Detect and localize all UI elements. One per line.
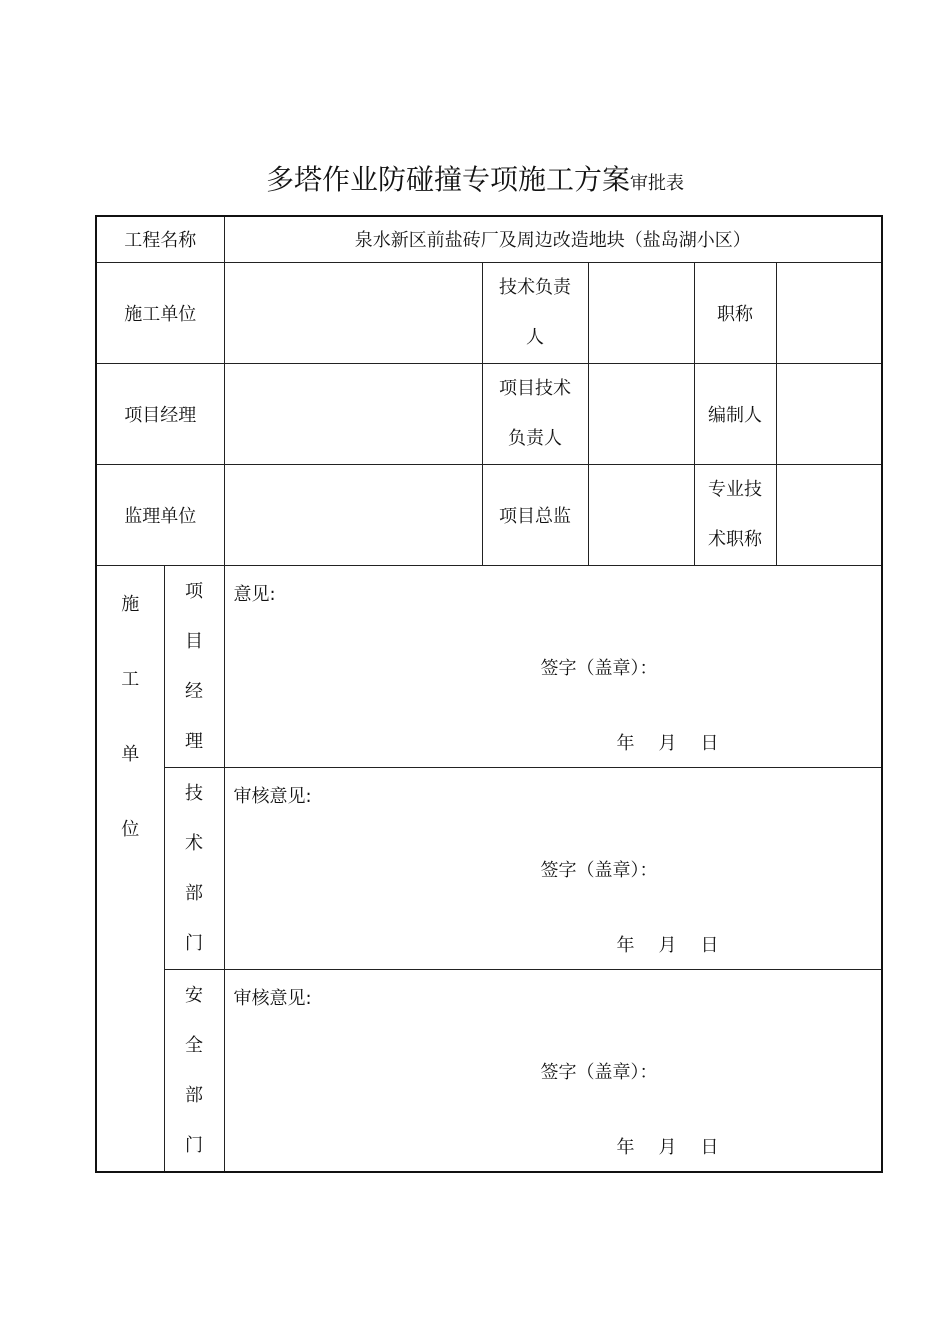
date-month: 月 xyxy=(658,1136,677,1158)
side-char: 部 xyxy=(185,1084,203,1106)
date-line xyxy=(617,931,719,957)
approval-form-table xyxy=(95,215,883,1173)
date-day: 日 xyxy=(700,1136,719,1158)
pro-title-label xyxy=(694,464,776,565)
construction-unit-field[interactable] xyxy=(224,262,482,363)
project-tech-lead-line1: 项目技术 xyxy=(499,377,571,399)
safety-dept-side-label xyxy=(164,969,224,1172)
project-manager-field[interactable] xyxy=(224,363,482,464)
project-tech-lead-field[interactable] xyxy=(588,363,694,464)
side-char: 技 xyxy=(185,782,203,804)
side-char: 部 xyxy=(185,882,203,904)
safety-dept-opinion-cell[interactable] xyxy=(224,969,882,1172)
sign-label: 签字（盖章）： xyxy=(540,859,658,881)
date-day: 日 xyxy=(700,934,719,956)
opinion-label: 审核意见: xyxy=(233,785,312,807)
side-char: 安 xyxy=(185,984,203,1006)
project-tech-lead-line2: 负责人 xyxy=(508,427,562,449)
row-opinion-tech xyxy=(96,767,882,969)
project-name-value: 泉水新区前盐砖厂及周边改造地块（盐岛湖小区） xyxy=(224,216,882,262)
title-field[interactable] xyxy=(776,262,882,363)
side-char: 经 xyxy=(185,680,203,702)
tech-lead-label-line1: 技术负责 xyxy=(499,276,571,298)
side-char: 门 xyxy=(185,932,203,954)
side-char: 术 xyxy=(185,832,203,854)
title-label: 职称 xyxy=(694,262,776,363)
row-construction-unit xyxy=(96,262,882,363)
chief-supervisor-field[interactable] xyxy=(588,464,694,565)
row-opinion-manager xyxy=(96,565,882,767)
row-supervision-unit xyxy=(96,464,882,565)
tech-dept-opinion-cell[interactable] xyxy=(224,767,882,969)
date-month: 月 xyxy=(658,732,677,754)
pro-title-line2: 术职称 xyxy=(708,528,762,550)
side-char: 理 xyxy=(185,730,203,752)
title-main: 多塔作业防碰撞专项施工方案 xyxy=(265,163,630,196)
date-month: 月 xyxy=(658,934,677,956)
date-line xyxy=(617,1133,719,1159)
date-year: 年 xyxy=(616,732,635,754)
construction-unit-label: 施工单位 xyxy=(96,262,224,363)
tech-lead-label xyxy=(482,262,588,363)
chief-supervisor-label: 项目总监 xyxy=(482,464,588,565)
date-line xyxy=(617,729,719,755)
tech-lead-field[interactable] xyxy=(588,262,694,363)
compiler-label: 编制人 xyxy=(694,363,776,464)
side-char: 门 xyxy=(185,1134,203,1156)
vlabel-char: 单 xyxy=(121,743,140,765)
sign-label: 签字（盖章）： xyxy=(540,657,658,679)
title-suffix: 审批表 xyxy=(630,173,684,194)
date-year: 年 xyxy=(616,934,635,956)
opinion-label: 审核意见: xyxy=(233,987,312,1009)
compiler-field[interactable] xyxy=(776,363,882,464)
manager-opinion-cell[interactable] xyxy=(224,565,882,767)
sign-label: 签字（盖章）： xyxy=(540,1061,658,1083)
row-opinion-safety xyxy=(96,969,882,1172)
side-char: 目 xyxy=(185,630,203,652)
supervision-unit-label: 监理单位 xyxy=(96,464,224,565)
opinion-label: 意见: xyxy=(233,583,276,605)
vlabel-char: 位 xyxy=(121,818,140,840)
side-char: 项 xyxy=(185,580,203,602)
document-title xyxy=(0,158,950,198)
project-name-label: 工程名称 xyxy=(96,216,224,262)
date-year: 年 xyxy=(616,1136,635,1158)
tech-lead-label-line2: 人 xyxy=(526,326,544,348)
pro-title-line1: 专业技 xyxy=(708,478,762,500)
project-tech-lead-label xyxy=(482,363,588,464)
row-project-manager xyxy=(96,363,882,464)
side-char: 全 xyxy=(185,1034,203,1056)
vlabel-char: 工 xyxy=(121,668,140,690)
pro-title-field[interactable] xyxy=(776,464,882,565)
date-day: 日 xyxy=(700,732,719,754)
project-manager-label: 项目经理 xyxy=(96,363,224,464)
row-project-name xyxy=(96,216,882,262)
construction-unit-vertical-label xyxy=(96,565,164,1172)
vlabel-char: 施 xyxy=(121,593,140,615)
manager-side-label xyxy=(164,565,224,767)
tech-dept-side-label xyxy=(164,767,224,969)
supervision-unit-field[interactable] xyxy=(224,464,482,565)
